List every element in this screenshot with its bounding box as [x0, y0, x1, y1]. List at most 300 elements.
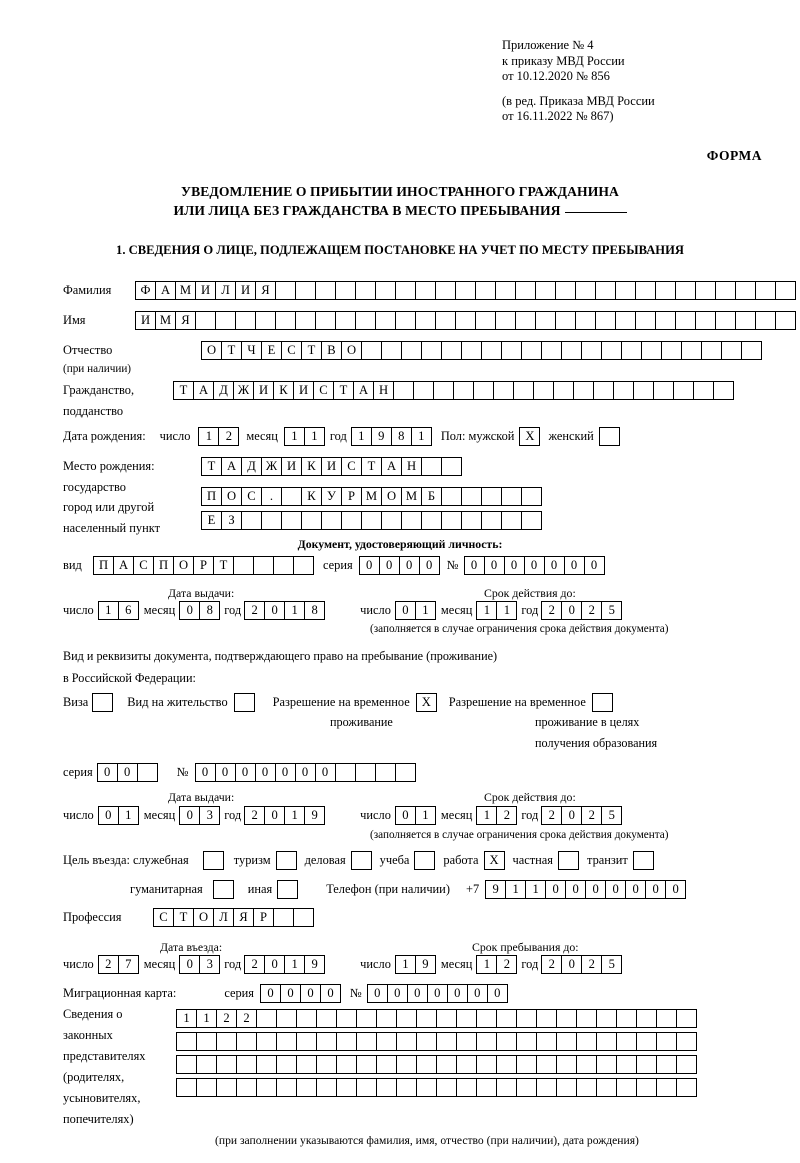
grid-cell[interactable] [421, 457, 442, 476]
grid-cell[interactable] [556, 1078, 577, 1097]
grid-cell[interactable] [676, 1032, 697, 1051]
name-input[interactable] [135, 311, 795, 330]
purpose-other-checkbox[interactable] [277, 880, 298, 899]
grid-cell[interactable] [456, 1078, 477, 1097]
grid-cell[interactable] [636, 1055, 657, 1074]
grid-cell[interactable] [521, 341, 542, 360]
grid-cell[interactable]: 0 [255, 763, 276, 782]
grid-cell[interactable]: 0 [467, 984, 488, 1003]
grid-cell[interactable]: 0 [264, 955, 285, 974]
grid-cell[interactable] [276, 1009, 297, 1028]
grid-cell[interactable] [621, 341, 642, 360]
stay-until-year-input[interactable] [541, 955, 621, 974]
grid-cell[interactable]: 0 [235, 763, 256, 782]
grid-cell[interactable] [636, 1009, 657, 1028]
grid-cell[interactable]: 0 [395, 601, 416, 620]
grid-cell[interactable] [635, 281, 656, 300]
temp-residence-checkbox[interactable]: X [416, 693, 437, 712]
grid-cell[interactable]: К [301, 487, 322, 506]
grid-cell[interactable]: И [321, 457, 342, 476]
grid-cell[interactable] [275, 281, 296, 300]
grid-cell[interactable] [321, 511, 342, 530]
grid-cell[interactable] [441, 487, 462, 506]
grid-cell[interactable] [575, 311, 596, 330]
grid-cell[interactable] [653, 381, 674, 400]
grid-cell[interactable] [236, 1055, 257, 1074]
grid-cell[interactable] [355, 763, 376, 782]
stay-series-input[interactable] [97, 763, 157, 782]
grid-cell[interactable] [715, 281, 736, 300]
legal-rep-input-1[interactable] [176, 1009, 696, 1028]
grid-cell[interactable]: М [361, 487, 382, 506]
grid-cell[interactable] [615, 281, 636, 300]
grid-cell[interactable]: 0 [260, 984, 281, 1003]
grid-cell[interactable]: 9 [485, 880, 506, 899]
grid-cell[interactable]: И [235, 281, 256, 300]
grid-cell[interactable] [361, 341, 382, 360]
grid-cell[interactable] [336, 1009, 357, 1028]
doc-series-input[interactable] [359, 556, 439, 575]
grid-cell[interactable]: К [273, 381, 294, 400]
grid-cell[interactable] [416, 1055, 437, 1074]
grid-cell[interactable]: 3 [199, 955, 220, 974]
grid-cell[interactable] [395, 281, 416, 300]
grid-cell[interactable] [635, 311, 656, 330]
grid-cell[interactable] [293, 908, 314, 927]
grid-cell[interactable] [555, 281, 576, 300]
grid-cell[interactable] [735, 281, 756, 300]
grid-cell[interactable]: 1 [98, 601, 119, 620]
grid-cell[interactable]: 0 [280, 984, 301, 1003]
grid-cell[interactable]: 5 [601, 955, 622, 974]
grid-cell[interactable] [596, 1055, 617, 1074]
grid-cell[interactable] [713, 381, 734, 400]
grid-cell[interactable]: 2 [541, 806, 562, 825]
stay-valid-day-input[interactable] [395, 806, 435, 825]
grid-cell[interactable]: 1 [525, 880, 546, 899]
grid-cell[interactable] [695, 281, 716, 300]
phone-input[interactable] [485, 880, 685, 899]
grid-cell[interactable] [656, 1032, 677, 1051]
stay-issue-year-input[interactable] [244, 806, 324, 825]
grid-cell[interactable]: 1 [304, 427, 325, 446]
grid-cell[interactable] [556, 1055, 577, 1074]
grid-cell[interactable]: 0 [320, 984, 341, 1003]
grid-cell[interactable]: М [175, 281, 196, 300]
grid-cell[interactable] [395, 311, 416, 330]
grid-cell[interactable] [176, 1055, 197, 1074]
grid-cell[interactable] [496, 1009, 517, 1028]
grid-cell[interactable] [255, 311, 276, 330]
grid-cell[interactable]: Т [173, 908, 194, 927]
grid-cell[interactable]: 1 [411, 427, 432, 446]
grid-cell[interactable] [556, 1009, 577, 1028]
grid-cell[interactable] [741, 341, 762, 360]
grid-cell[interactable]: 0 [179, 601, 200, 620]
grid-cell[interactable]: 0 [300, 984, 321, 1003]
grid-cell[interactable]: 2 [236, 1009, 257, 1028]
grid-cell[interactable] [461, 487, 482, 506]
grid-cell[interactable]: 0 [524, 556, 545, 575]
grid-cell[interactable] [535, 311, 556, 330]
grid-cell[interactable] [656, 1078, 677, 1097]
grid-cell[interactable]: 1 [198, 427, 219, 446]
grid-cell[interactable]: 0 [179, 806, 200, 825]
grid-cell[interactable]: 1 [415, 601, 436, 620]
grid-cell[interactable]: 0 [447, 984, 468, 1003]
grid-cell[interactable]: 0 [484, 556, 505, 575]
grid-cell[interactable] [501, 341, 522, 360]
grid-cell[interactable] [315, 281, 336, 300]
grid-cell[interactable]: А [193, 381, 214, 400]
doc-issue-year-input[interactable] [244, 601, 324, 620]
grid-cell[interactable]: А [221, 457, 242, 476]
grid-cell[interactable] [416, 1032, 437, 1051]
grid-cell[interactable] [693, 381, 714, 400]
grid-cell[interactable] [315, 311, 336, 330]
grid-cell[interactable] [596, 1009, 617, 1028]
grid-cell[interactable] [335, 281, 356, 300]
grid-cell[interactable] [641, 341, 662, 360]
grid-cell[interactable] [396, 1009, 417, 1028]
grid-cell[interactable]: П [93, 556, 114, 575]
grid-cell[interactable] [481, 511, 502, 530]
grid-cell[interactable] [195, 311, 216, 330]
grid-cell[interactable]: 1 [196, 1009, 217, 1028]
grid-cell[interactable] [613, 381, 634, 400]
grid-cell[interactable] [516, 1078, 537, 1097]
grid-cell[interactable]: Т [201, 457, 222, 476]
patronymic-input[interactable] [201, 341, 761, 360]
grid-cell[interactable] [335, 311, 356, 330]
grid-cell[interactable]: Ж [233, 381, 254, 400]
grid-cell[interactable]: 0 [379, 556, 400, 575]
grid-cell[interactable]: 1 [284, 806, 305, 825]
grid-cell[interactable]: 0 [395, 806, 416, 825]
purpose-work-checkbox[interactable]: X [484, 851, 505, 870]
doc-valid-year-input[interactable] [541, 601, 621, 620]
grid-cell[interactable] [681, 341, 702, 360]
grid-cell[interactable] [476, 1032, 497, 1051]
purpose-humanitarian-checkbox[interactable] [213, 880, 234, 899]
grid-cell[interactable] [775, 311, 796, 330]
grid-cell[interactable] [553, 381, 574, 400]
grid-cell[interactable] [396, 1055, 417, 1074]
grid-cell[interactable] [336, 1055, 357, 1074]
legal-rep-input-4[interactable] [176, 1078, 696, 1097]
grid-cell[interactable] [396, 1032, 417, 1051]
surname-input[interactable] [135, 281, 795, 300]
grid-cell[interactable] [216, 1078, 237, 1097]
grid-cell[interactable] [596, 1078, 617, 1097]
grid-cell[interactable] [336, 1078, 357, 1097]
grid-cell[interactable] [616, 1032, 637, 1051]
purpose-service-checkbox[interactable] [203, 851, 224, 870]
grid-cell[interactable]: 0 [561, 806, 582, 825]
grid-cell[interactable]: Я [233, 908, 254, 927]
grid-cell[interactable] [536, 1009, 557, 1028]
grid-cell[interactable] [401, 341, 422, 360]
grid-cell[interactable]: С [341, 457, 362, 476]
grid-cell[interactable]: 8 [199, 601, 220, 620]
grid-cell[interactable]: 2 [244, 955, 265, 974]
stay-valid-year-input[interactable] [541, 806, 621, 825]
grid-cell[interactable] [461, 511, 482, 530]
grid-cell[interactable]: Н [373, 381, 394, 400]
grid-cell[interactable] [595, 311, 616, 330]
purpose-business-checkbox[interactable] [351, 851, 372, 870]
grid-cell[interactable] [636, 1032, 657, 1051]
grid-cell[interactable]: Т [333, 381, 354, 400]
stay-until-month-input[interactable] [476, 955, 516, 974]
grid-cell[interactable] [701, 341, 722, 360]
grid-cell[interactable]: 2 [244, 806, 265, 825]
grid-cell[interactable] [576, 1055, 597, 1074]
grid-cell[interactable]: С [133, 556, 154, 575]
grid-cell[interactable] [236, 1032, 257, 1051]
legal-rep-input-3[interactable] [176, 1055, 696, 1074]
grid-cell[interactable]: 0 [561, 601, 582, 620]
grid-cell[interactable]: О [173, 556, 194, 575]
grid-cell[interactable] [656, 1009, 677, 1028]
grid-cell[interactable]: М [401, 487, 422, 506]
grid-cell[interactable]: Я [255, 281, 276, 300]
grid-cell[interactable] [481, 487, 502, 506]
grid-cell[interactable] [356, 1032, 377, 1051]
entry-month-input[interactable] [179, 955, 219, 974]
grid-cell[interactable] [356, 1009, 377, 1028]
grid-cell[interactable]: 0 [98, 806, 119, 825]
grid-cell[interactable]: 0 [97, 763, 118, 782]
grid-cell[interactable] [561, 341, 582, 360]
grid-cell[interactable]: 1 [505, 880, 526, 899]
grid-cell[interactable]: Л [215, 281, 236, 300]
grid-cell[interactable] [615, 311, 636, 330]
grid-cell[interactable]: 1 [476, 955, 497, 974]
grid-cell[interactable]: 2 [216, 1009, 237, 1028]
grid-cell[interactable] [216, 1055, 237, 1074]
sex-female-checkbox[interactable] [599, 427, 620, 446]
grid-cell[interactable] [376, 1009, 397, 1028]
purpose-transit-checkbox[interactable] [633, 851, 654, 870]
grid-cell[interactable] [215, 311, 236, 330]
birth-place-city-input-1[interactable] [201, 487, 541, 506]
grid-cell[interactable]: 3 [199, 806, 220, 825]
grid-cell[interactable] [295, 281, 316, 300]
grid-cell[interactable] [301, 511, 322, 530]
grid-cell[interactable] [256, 1032, 277, 1051]
grid-cell[interactable] [441, 341, 462, 360]
grid-cell[interactable] [453, 381, 474, 400]
grid-cell[interactable]: У [321, 487, 342, 506]
grid-cell[interactable] [721, 341, 742, 360]
grid-cell[interactable] [196, 1078, 217, 1097]
sex-male-checkbox[interactable]: X [519, 427, 540, 446]
grid-cell[interactable] [495, 311, 516, 330]
grid-cell[interactable]: О [381, 487, 402, 506]
grid-cell[interactable]: Н [401, 457, 422, 476]
grid-cell[interactable] [456, 1009, 477, 1028]
grid-cell[interactable]: 0 [367, 984, 388, 1003]
grid-cell[interactable] [755, 311, 776, 330]
birth-day-input[interactable] [198, 427, 238, 446]
grid-cell[interactable]: 0 [195, 763, 216, 782]
grid-cell[interactable] [616, 1078, 637, 1097]
grid-cell[interactable] [775, 281, 796, 300]
purpose-private-checkbox[interactable] [558, 851, 579, 870]
grid-cell[interactable]: С [281, 341, 302, 360]
grid-cell[interactable] [495, 281, 516, 300]
grid-cell[interactable]: Т [173, 381, 194, 400]
grid-cell[interactable]: 1 [496, 601, 517, 620]
grid-cell[interactable] [436, 1078, 457, 1097]
grid-cell[interactable]: Т [361, 457, 382, 476]
grid-cell[interactable] [616, 1055, 637, 1074]
grid-cell[interactable]: А [353, 381, 374, 400]
grid-cell[interactable]: 9 [415, 955, 436, 974]
grid-cell[interactable] [636, 1078, 657, 1097]
grid-cell[interactable]: 1 [415, 806, 436, 825]
grid-cell[interactable]: Т [213, 556, 234, 575]
grid-cell[interactable]: С [241, 487, 262, 506]
grid-cell[interactable]: Я [175, 311, 196, 330]
birth-month-input[interactable] [284, 427, 324, 446]
birth-place-city-input-2[interactable] [201, 511, 541, 530]
grid-cell[interactable] [536, 1055, 557, 1074]
grid-cell[interactable]: П [153, 556, 174, 575]
stay-number-input[interactable] [195, 763, 415, 782]
grid-cell[interactable] [375, 311, 396, 330]
grid-cell[interactable]: . [261, 487, 282, 506]
grid-cell[interactable] [576, 1078, 597, 1097]
migration-number-input[interactable] [367, 984, 507, 1003]
grid-cell[interactable] [436, 1032, 457, 1051]
grid-cell[interactable] [273, 556, 294, 575]
grid-cell[interactable] [456, 1032, 477, 1051]
grid-cell[interactable] [316, 1032, 337, 1051]
grid-cell[interactable] [375, 281, 396, 300]
grid-cell[interactable]: О [193, 908, 214, 927]
grid-cell[interactable]: 2 [581, 806, 602, 825]
grid-cell[interactable] [261, 511, 282, 530]
grid-cell[interactable] [595, 281, 616, 300]
grid-cell[interactable]: 1 [284, 427, 305, 446]
grid-cell[interactable]: С [153, 908, 174, 927]
grid-cell[interactable] [655, 311, 676, 330]
grid-cell[interactable] [435, 311, 456, 330]
grid-cell[interactable]: Д [241, 457, 262, 476]
grid-cell[interactable] [196, 1032, 217, 1051]
grid-cell[interactable] [475, 311, 496, 330]
doc-number-input[interactable] [464, 556, 604, 575]
grid-cell[interactable]: 0 [544, 556, 565, 575]
residence-permit-checkbox[interactable] [234, 693, 255, 712]
grid-cell[interactable] [416, 1009, 437, 1028]
grid-cell[interactable] [335, 763, 356, 782]
grid-cell[interactable] [355, 281, 376, 300]
grid-cell[interactable] [235, 311, 256, 330]
grid-cell[interactable] [516, 1032, 537, 1051]
grid-cell[interactable]: 1 [284, 601, 305, 620]
entry-year-input[interactable] [244, 955, 324, 974]
doc-valid-day-input[interactable] [395, 601, 435, 620]
grid-cell[interactable]: 1 [351, 427, 372, 446]
grid-cell[interactable] [316, 1055, 337, 1074]
grid-cell[interactable]: И [195, 281, 216, 300]
grid-cell[interactable]: 0 [487, 984, 508, 1003]
grid-cell[interactable] [435, 281, 456, 300]
grid-cell[interactable] [501, 511, 522, 530]
grid-cell[interactable] [275, 311, 296, 330]
purpose-study-checkbox[interactable] [414, 851, 435, 870]
grid-cell[interactable] [456, 1055, 477, 1074]
legal-rep-input-2[interactable] [176, 1032, 696, 1051]
doc-issue-month-input[interactable] [179, 601, 219, 620]
grid-cell[interactable]: 2 [218, 427, 239, 446]
grid-cell[interactable] [475, 281, 496, 300]
grid-cell[interactable]: П [201, 487, 222, 506]
grid-cell[interactable]: 0 [545, 880, 566, 899]
grid-cell[interactable] [601, 341, 622, 360]
grid-cell[interactable]: 2 [581, 955, 602, 974]
grid-cell[interactable] [575, 281, 596, 300]
grid-cell[interactable] [476, 1078, 497, 1097]
grid-cell[interactable] [381, 511, 402, 530]
visa-checkbox[interactable] [92, 693, 113, 712]
grid-cell[interactable] [413, 381, 434, 400]
grid-cell[interactable] [676, 1009, 697, 1028]
grid-cell[interactable] [476, 1009, 497, 1028]
grid-cell[interactable] [535, 281, 556, 300]
grid-cell[interactable]: 1 [476, 601, 497, 620]
grid-cell[interactable] [256, 1009, 277, 1028]
grid-cell[interactable] [576, 1009, 597, 1028]
grid-cell[interactable]: 0 [561, 955, 582, 974]
grid-cell[interactable] [481, 341, 502, 360]
grid-cell[interactable] [695, 311, 716, 330]
grid-cell[interactable] [441, 457, 462, 476]
grid-cell[interactable] [281, 511, 302, 530]
grid-cell[interactable]: 0 [665, 880, 686, 899]
grid-cell[interactable] [676, 1078, 697, 1097]
grid-cell[interactable] [441, 511, 462, 530]
grid-cell[interactable]: О [201, 341, 222, 360]
grid-cell[interactable]: 0 [359, 556, 380, 575]
grid-cell[interactable] [393, 381, 414, 400]
grid-cell[interactable] [436, 1009, 457, 1028]
grid-cell[interactable] [673, 381, 694, 400]
grid-cell[interactable]: 1 [176, 1009, 197, 1028]
grid-cell[interactable] [381, 341, 402, 360]
grid-cell[interactable] [656, 1055, 677, 1074]
grid-cell[interactable]: 2 [496, 955, 517, 974]
grid-cell[interactable] [216, 1032, 237, 1051]
doc-valid-month-input[interactable] [476, 601, 516, 620]
grid-cell[interactable]: 0 [215, 763, 236, 782]
grid-cell[interactable]: 0 [264, 806, 285, 825]
grid-cell[interactable]: Р [253, 908, 274, 927]
grid-cell[interactable] [433, 381, 454, 400]
grid-cell[interactable] [273, 908, 294, 927]
grid-cell[interactable]: Д [213, 381, 234, 400]
grid-cell[interactable] [233, 556, 254, 575]
grid-cell[interactable] [436, 1055, 457, 1074]
grid-cell[interactable]: 0 [504, 556, 525, 575]
grid-cell[interactable] [555, 311, 576, 330]
grid-cell[interactable]: 0 [585, 880, 606, 899]
grid-cell[interactable] [556, 1032, 577, 1051]
grid-cell[interactable] [616, 1009, 637, 1028]
